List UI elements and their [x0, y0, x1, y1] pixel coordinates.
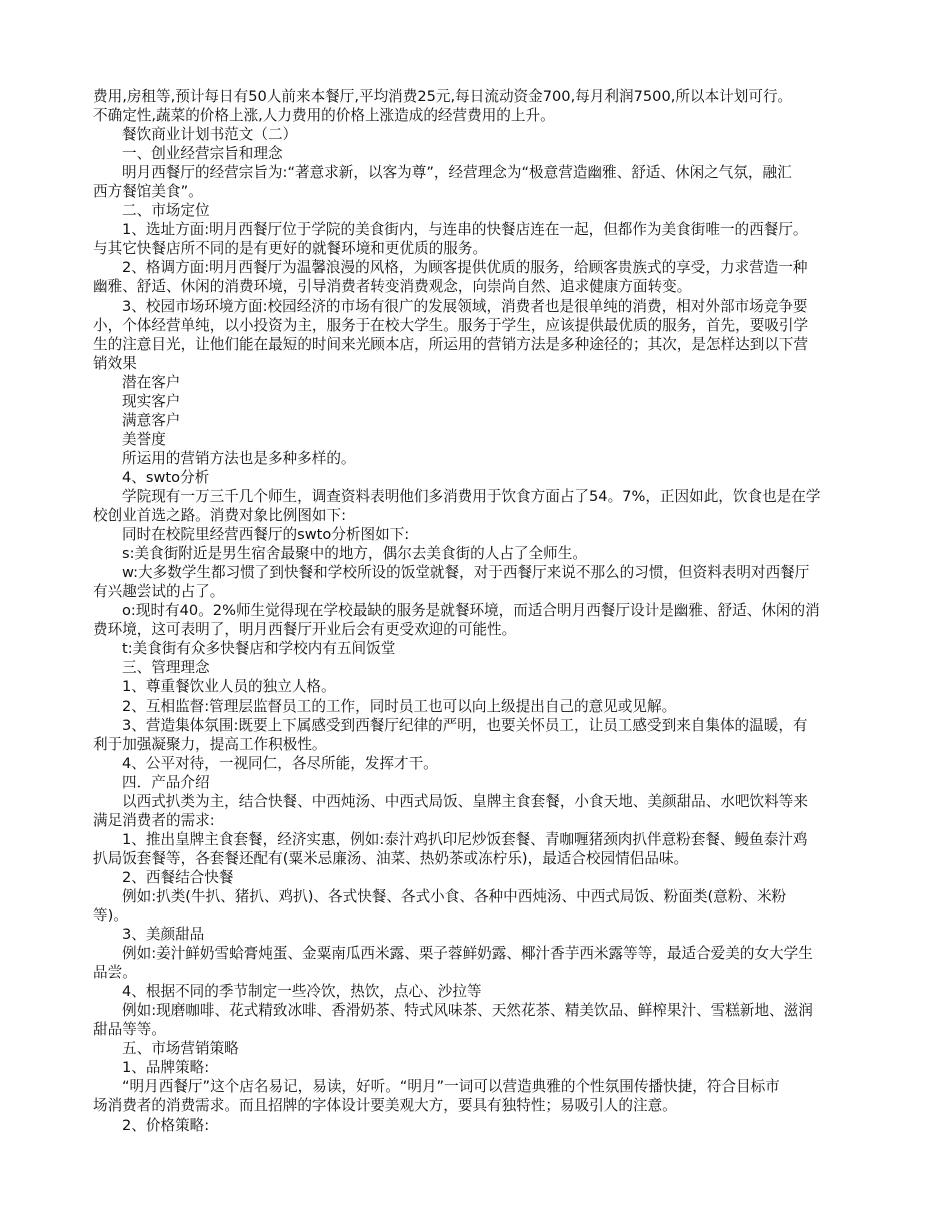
text-line: w:大多数学生都习惯了到快餐和学校所设的饭堂就餐，对于西餐厅来说不那么的习惯，但资料表明对西餐厅	[122, 564, 810, 582]
text-line: 2、西餐结合快餐	[122, 868, 234, 886]
document-body	[93, 87, 883, 1135]
text-line: 校创业首选之路。消费对象比例图如下:	[93, 507, 347, 525]
text-line: 1、品牌策略:	[122, 1059, 210, 1077]
text-line: s:美食街附近是男生宿舍最聚中的地方，偶尔去美食街的人占了全师生。	[122, 545, 587, 563]
text-line: 西方餐馆美食”。	[93, 183, 203, 201]
paragraph	[93, 373, 883, 392]
paragraph	[93, 1058, 883, 1077]
paragraph	[93, 658, 883, 677]
text-line: o:现时有40。2%师生觉得现在学校最缺的服务是就餐环境，而适合明月西餐厅设计是幽雅、舒适、休闲的消	[122, 602, 820, 620]
text-line: 生的注意目光，让他们能在最短的时间来光顾本店，所运用的营销方法是多种途径的；其次，是怎样达到以下营	[93, 335, 809, 353]
paragraph	[93, 773, 883, 792]
paragraph	[93, 487, 883, 525]
text-line: 3、校园市场环境方面:校园经济的市场有很广的发展领域，消费者也是很单纯的消费，相对外部市场竞争要	[122, 297, 808, 315]
paragraph	[93, 1001, 883, 1039]
text-line: 一、创业经营宗旨和理念	[122, 145, 283, 163]
paragraph	[93, 601, 883, 639]
text-line: 与其它快餐店所不同的是有更好的就餐环境和更优质的服务。	[93, 240, 488, 258]
paragraph	[93, 982, 883, 1001]
text-line: 四．产品介绍	[122, 773, 210, 791]
paragraph	[93, 525, 883, 544]
paragraph	[93, 868, 883, 887]
text-line: 满意客户	[122, 411, 181, 429]
text-line: 3、美颜甜品	[122, 926, 205, 944]
text-line: 销效果	[93, 354, 137, 372]
text-line: 学院现有一万三千几个师生，调查资料表明他们多消费用于饮食方面占了54。7%，正因如此，饮食也是在学	[122, 487, 821, 505]
text-line: 甜品等等。	[93, 1021, 166, 1039]
text-line: 潜在客户	[122, 373, 181, 391]
paragraph	[93, 792, 883, 830]
paragraph	[93, 87, 883, 125]
text-line: 幽雅、舒适、休闲的消费环境，引导消费者转变消费观念，向崇尚自然、追求健康方面转变。	[93, 278, 692, 296]
text-line: 例如:扒类(牛扒、猪扒、鸡扒)、各式快餐、各式小食、各种中西炖汤、中西式局饭、粉面类(意粉、米粉	[122, 887, 787, 905]
text-line: 等)。	[93, 907, 128, 925]
text-line: 明月西餐厅的经营宗旨为:“著意求新，以客为尊”，经营理念为“极意营造幽雅、舒适、休闲之气氛，融汇	[122, 164, 792, 182]
text-line: 二、市场定位	[122, 202, 210, 220]
paragraph	[93, 830, 883, 868]
text-line: 费用,房租等,预计每日有50人前来本餐厅,平均消费25元,每日流动资金700,每月利润7500,所以本计划可行。	[93, 88, 793, 105]
text-line: 不确定性,蔬菜的价格上涨,人力费用的价格上涨造成的经营费用的上升。	[93, 107, 555, 125]
text-line: 2、格调方面:明月西餐厅为温馨浪漫的风格，为顾客提供优质的服务，给顾客贵族式的享受，力求营造一种	[122, 259, 808, 277]
text-line: “明月西餐厅”这个店名易记，易读，好听。“明月”一词可以营造典雅的个性氛围传播快捷，符合目标市	[122, 1078, 780, 1096]
paragraph	[93, 944, 883, 982]
text-line: 利于加强凝聚力，提高工作积极性。	[93, 735, 327, 753]
text-line: 满足消费者的需求:	[93, 811, 215, 829]
text-line: 4、根据不同的季节制定一些冷饮，热饮，点心、沙拉等	[122, 983, 482, 1001]
paragraph	[93, 754, 883, 773]
text-line: 1、选址方面:明月西餐厅位于学院的美食街内，与连串的快餐店连在一起，但都作为美食街唯一的西餐厅。	[122, 221, 808, 239]
paragraph	[93, 468, 883, 487]
text-line: 以西式扒类为主，结合快餐、中西炖汤、中西式局饭、皇牌主食套餐，小食天地、美颜甜品、水吧饮料等来	[122, 792, 808, 810]
paragraph	[93, 1116, 883, 1135]
text-line: 现实客户	[122, 392, 181, 410]
text-line: 4、swto分析	[122, 468, 210, 486]
text-line: 同时在校院里经营西餐厅的swto分析图如下:	[122, 526, 410, 544]
paragraph	[93, 639, 883, 658]
paragraph	[93, 716, 883, 754]
text-line: 品尝。	[93, 964, 137, 982]
text-line: 有兴趣尝试的占了。	[93, 583, 225, 601]
text-line: 小，个体经营单纯，以小投资为主，服务于在校大学生。服务于学生，应该提供最优质的服务，首先，要吸引学	[93, 316, 809, 334]
paragraph	[93, 925, 883, 944]
paragraph	[93, 563, 883, 601]
paragraph	[93, 392, 883, 411]
text-line: 2、价格策略:	[122, 1116, 210, 1134]
text-line: 4、公平对待，一视同仁，各尽所能，发挥才干。	[122, 754, 438, 772]
paragraph	[93, 163, 883, 201]
paragraph	[93, 1077, 883, 1115]
text-line: 所运用的营销方法也是多种多样的。	[122, 449, 356, 467]
paragraph	[93, 887, 883, 925]
paragraph	[93, 411, 883, 430]
text-line: 五、市场营销策略	[122, 1040, 239, 1058]
paragraph	[93, 677, 883, 696]
text-line: 例如:现磨咖啡、花式精致冰啡、香滑奶茶、特式风味茶、天然花茶、精美饮品、鲜榨果汁、雪糕新地、滋润	[122, 1002, 813, 1020]
text-line: 美誉度	[122, 430, 166, 448]
paragraph	[93, 697, 883, 716]
paragraph	[93, 201, 883, 220]
paragraph	[93, 297, 883, 373]
paragraph	[93, 144, 883, 163]
text-line: 3、营造集体氛围:既要上下属感受到西餐厅纪律的严明，也要关怀员工，让员工感受到来自集体的温暖，有	[122, 716, 808, 734]
text-line: t:美食街有众多快餐店和学校内有五间饭堂	[122, 640, 396, 658]
paragraph	[93, 544, 883, 563]
text-line: 2、互相监督:管理层监督员工的工作，同时员工也可以向上级提出自己的意见或见解。	[122, 697, 677, 715]
paragraph	[93, 1039, 883, 1058]
text-line: 1、尊重餐饮业人员的独立人格。	[122, 678, 336, 696]
text-line: 场消费者的消费需求。而且招牌的字体设计要美观大方，要具有独特性；易吸引人的注意。	[93, 1097, 677, 1115]
text-line: 1、推出皇牌主食套餐，经济实惠，例如:泰汁鸡扒印尼炒饭套餐、青咖喱猪颈肉扒伴意粉套餐、鳗鱼泰汁鸡	[122, 830, 808, 848]
paragraph	[93, 430, 883, 449]
paragraph	[93, 220, 883, 258]
paragraph	[93, 125, 883, 144]
paragraph	[93, 258, 883, 296]
text-line: 例如:姜汁鲜奶雪蛤膏炖蛋、金粟南瓜西米露、栗子蓉鲜奶露、椰汁香芋西米露等等，最适合爱美的女大学生	[122, 945, 813, 963]
paragraph	[93, 449, 883, 468]
text-line: 餐饮商业计划书范文（二）	[122, 126, 298, 144]
text-line: 扒局饭套餐等，各套餐还配有(粟米忌廉汤、油菜、热奶茶或冻柠乐)，最适合校园情侣品味。	[93, 849, 689, 867]
text-line: 费环境，这可表明了，明月西餐厅开业后会有更受欢迎的可能性。	[93, 621, 517, 639]
text-line: 三、管理理念	[122, 659, 210, 677]
